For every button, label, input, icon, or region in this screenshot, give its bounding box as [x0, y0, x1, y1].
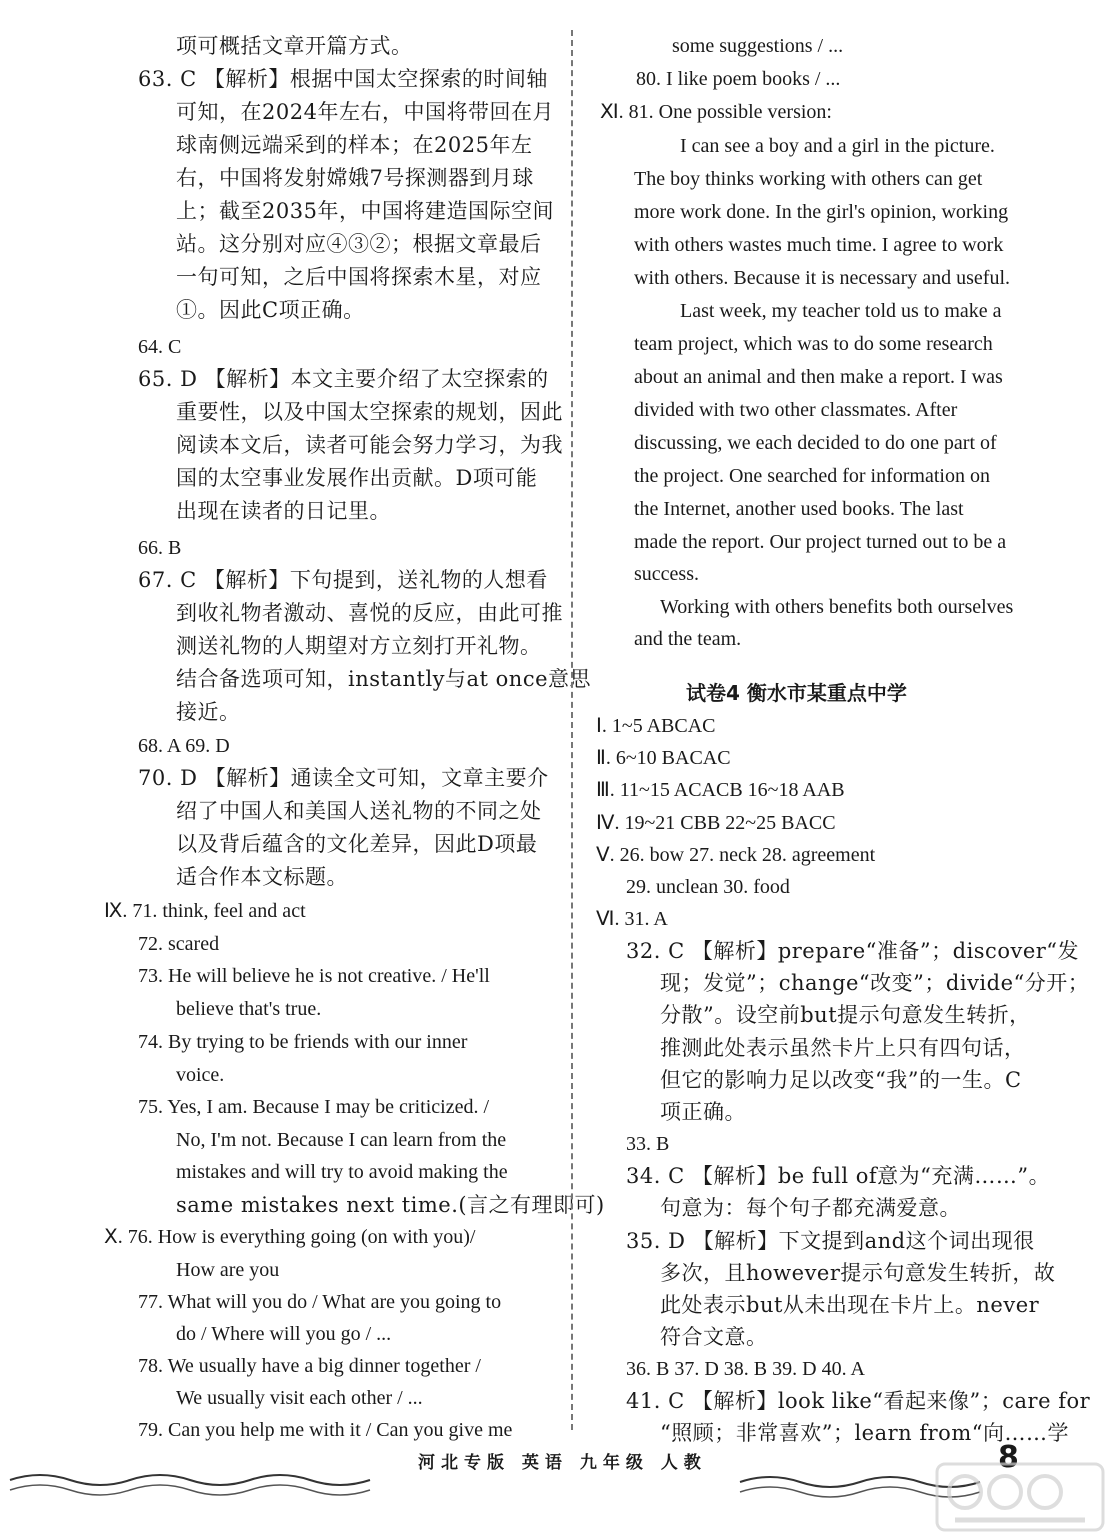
text-line: and the team.	[634, 628, 742, 650]
text-line: with others wastes much time. I agree to work	[634, 234, 1004, 256]
text-line: 但它的影响力足以改变“我”的一生。C	[660, 1068, 1022, 1092]
text-line: 球南侧远端采到的样本；在2025年左	[176, 133, 533, 157]
text-line: divided with two other classmates. After	[634, 399, 958, 421]
text-line: No, I'm not. Because I can learn from the	[176, 1129, 507, 1151]
text-line: more work done. In the girl's opinion, working	[634, 201, 1009, 223]
text-line: 重要性，以及中国太空探索的规划，因此	[176, 400, 563, 424]
page-number: 8	[998, 1440, 1019, 1475]
text-line: the project. One searched for information on	[634, 465, 990, 487]
text-line: 78. We usually have a big dinner together /	[138, 1355, 481, 1377]
text-line: 阅读本文后，读者可能会努力学习，为我	[176, 433, 563, 457]
text-line: 适合作本文标题。	[176, 865, 348, 889]
text-line: I can see a boy and a girl in the picture.	[680, 135, 995, 157]
text-line: 65. D 【解析】本文主要介绍了太空探索的	[138, 367, 549, 391]
text-line: 此处表示but从未出现在卡片上。never	[660, 1293, 1040, 1317]
text-line: 国的太空事业发展作出贡献。D项可能	[176, 466, 538, 490]
text-line: 右，中国将发射嫦娥7号探测器到月球	[176, 166, 534, 190]
text-line: 结合备选项可知，instantly与at once意思	[176, 667, 592, 691]
text-line: 80. I like poem books / ...	[636, 68, 841, 90]
text-line: 接近。	[176, 700, 241, 724]
text-line: How are you	[176, 1259, 280, 1281]
text-line: 上；截至2035年，中国将建造国际空间	[176, 199, 554, 223]
text-line: 33. B	[626, 1133, 670, 1155]
text-line: 67. C 【解析】下句提到，送礼物的人想看	[138, 568, 548, 592]
text-line: Ⅹ. 76. How is everything going (on with you)/	[104, 1226, 476, 1248]
text-line: some suggestions / ...	[672, 35, 844, 57]
text-line: same mistakes next time.(言之有理即可)	[176, 1193, 605, 1217]
text-line: 29. unclean 30. food	[626, 876, 790, 898]
text-line: 79. Can you help me with it / Can you give me	[138, 1419, 513, 1441]
text-line: discussing, we each decided to do one part of	[634, 432, 997, 454]
text-line: 出现在读者的日记里。	[176, 499, 391, 523]
text-line: 70. D 【解析】通读全文可知，文章主要介	[138, 766, 549, 790]
text-line: 74. By trying to be friends with our inner	[138, 1031, 468, 1053]
text-line: 句意为：每个句子都充满爱意。	[660, 1196, 961, 1220]
text-line: The boy thinks working with others can get	[634, 168, 983, 190]
text-line: 72. scared	[138, 933, 220, 955]
text-line: Ⅱ. 6~10 BACAC	[596, 747, 731, 769]
text-line: ①。因此C项正确。	[176, 298, 365, 322]
text-line: Working with others benefits both ourselves	[660, 596, 1014, 618]
footer-edition-label: 河北专版 英语 九年级 人教	[418, 1453, 707, 1473]
text-line: believe that's true.	[176, 998, 322, 1020]
text-line: 75. Yes, I am. Because I may be criticized. /	[138, 1096, 490, 1118]
text-line: mistakes and will try to avoid making the	[176, 1161, 508, 1183]
text-line: Ⅴ. 26. bow 27. neck 28. agreement	[596, 844, 876, 866]
text-line: do / Where will you go / ...	[176, 1323, 392, 1345]
text-line: 可知，在2024年左右，中国将带回在月	[176, 100, 554, 124]
watermark-logo	[935, 1462, 1105, 1532]
text-line: 站。这分别对应④③②；根据文章最后	[176, 232, 542, 256]
text-line: 32. C 【解析】prepare“准备”；discover“发	[626, 939, 1080, 963]
text-line: 试卷4 衡水市某重点中学	[686, 681, 907, 705]
text-line: made the report. Our project turned out to be a	[634, 531, 1007, 553]
text-line: 34. C 【解析】be full of意为“充满……”。	[626, 1164, 1051, 1188]
text-line: Ⅺ. 81. One possible version:	[600, 101, 832, 123]
text-line: 77. What will you do / What are you going to	[138, 1291, 502, 1313]
column-divider	[571, 30, 573, 1430]
text-line: 项可概括文章开篇方式。	[176, 34, 413, 58]
text-line: 66. B	[138, 537, 182, 559]
text-line: 到收礼物者激动、喜悦的反应，由此可推	[176, 601, 563, 625]
text-line: Ⅳ. 19~21 CBB 22~25 BACC	[596, 812, 836, 834]
text-line: 分散”。设空前but提示句意发生转折，	[660, 1003, 1031, 1027]
text-line: Ⅸ. 71. think, feel and act	[104, 900, 306, 922]
text-line: 36. B 37. D 38. B 39. D 40. A	[626, 1358, 865, 1380]
text-line: 多次，且however提示句意发生转折，故	[660, 1261, 1056, 1285]
text-line: 现；发觉”；change“改变”；divide“分开；	[660, 971, 1090, 995]
text-line: success.	[634, 563, 699, 585]
text-line: We usually visit each other / ...	[176, 1387, 423, 1409]
text-line: 符合文意。	[660, 1325, 768, 1349]
text-line: with others. Because it is necessary and useful.	[634, 267, 1011, 289]
text-line: Last week, my teacher told us to make a	[680, 300, 1002, 322]
text-line: voice.	[176, 1064, 225, 1086]
text-line: 35. D 【解析】下文提到and这个词出现很	[626, 1229, 1035, 1253]
text-line: 绍了中国人和美国人送礼物的不同之处	[176, 799, 542, 823]
text-line: “照顾；非常喜欢”；learn from“向……学	[660, 1421, 1069, 1445]
text-line: 一句可知，之后中国将探索木星，对应	[176, 265, 542, 289]
text-line: 以及背后蕴含的文化差异，因此D项最	[176, 832, 538, 856]
text-line: about an animal and then make a report. I was	[634, 366, 1003, 388]
text-line: 41. C 【解析】look like“看起来像”；care for	[626, 1389, 1091, 1413]
text-line: 推测此处表示虽然卡片上只有四句话，	[660, 1036, 1026, 1060]
text-line: 73. He will believe he is not creative. / He'll	[138, 965, 490, 987]
text-line: the Internet, another used books. The last	[634, 498, 964, 520]
text-line: 63. C 【解析】根据中国太空探索的时间轴	[138, 67, 548, 91]
text-line: Ⅵ. 31. A	[596, 908, 668, 930]
page-footer	[0, 1440, 1113, 1536]
text-line: 测送礼物的人期望对方立刻打开礼物。	[176, 634, 542, 658]
text-line: Ⅰ. 1~5 ABCAC	[596, 715, 716, 737]
text-line: 64. C	[138, 336, 182, 358]
text-line: 项正确。	[660, 1100, 746, 1124]
text-line: Ⅲ. 11~15 ACACB 16~18 AAB	[596, 779, 845, 801]
text-line: 68. A 69. D	[138, 735, 230, 757]
text-line: team project, which was to do some research	[634, 333, 993, 355]
